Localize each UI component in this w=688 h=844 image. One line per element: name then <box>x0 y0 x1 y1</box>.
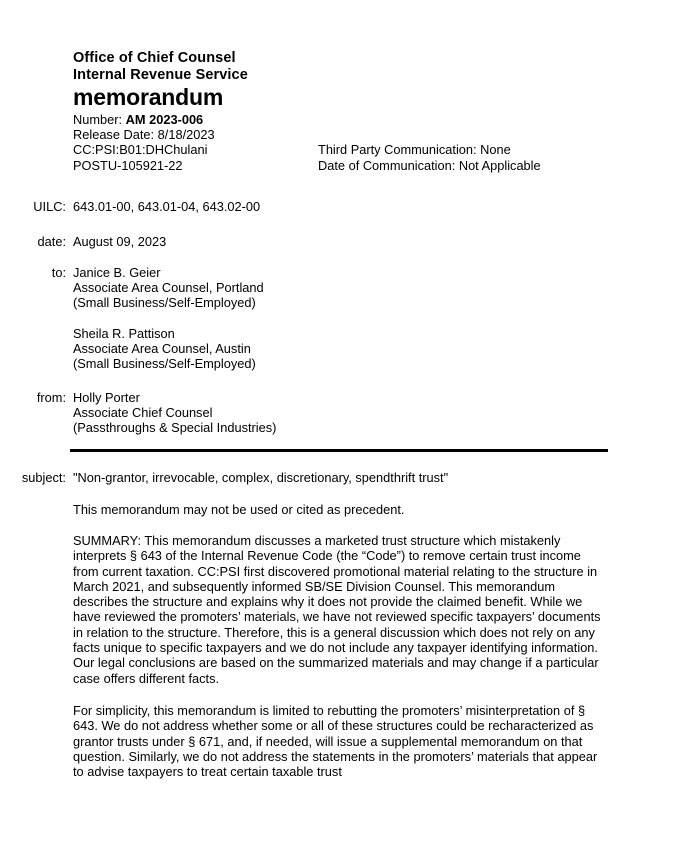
summary-paragraph: SUMMARY: This memorandum discusses a marketed trust structure which mistakenly interprets § 643 of the Internal Revenue Code (the “Code”) to remove certain trust income from current taxation. CC:PSI first discovered promotional material relating to the structure in March 2021, and subsequently informed SB/SE Division Counsel. This memorandum describes the structure and explains why it does not provide the claimed benefit. While we have reviewed the promoters’ materials, we have not reviewed specific taxpayers’ documents in relation to the structure. Therefore, this is a general discussion which does not rely on any facts unique to specific taxpayers and we do not include any taxpayer identifying information. Our legal conclusions are based on the summarized materials and may change if a particular case offers different facts. <box>73 533 601 686</box>
recipient-name: Sheila R. Pattison <box>73 325 175 341</box>
header-divider-rule <box>70 449 608 452</box>
postu-row <box>73 158 613 173</box>
from-label: from: <box>36 390 66 405</box>
number-label: Number: <box>73 112 123 127</box>
date-value: August 09, 2023 <box>73 234 167 249</box>
to-recipients <box>73 265 608 371</box>
number-value: AM 2023-006 <box>125 112 204 127</box>
uilc-value: 643.01-00, 643.01-04, 643.02-00 <box>73 199 261 214</box>
case-reference-value: CC:PSI:B01:DHChulani <box>73 142 208 158</box>
recipient-division: (Small Business/Self-Employed) <box>73 295 256 311</box>
release-date-row <box>73 127 613 142</box>
precedent-notice-paragraph: This memorandum may not be used or cited as precedent. <box>73 502 405 517</box>
case-reference-row <box>73 142 613 157</box>
recipient-name: Janice B. Geier <box>73 265 161 280</box>
release-date-value: 8/18/2023 <box>157 127 215 143</box>
from-sender <box>73 390 608 436</box>
recipient-spacer <box>73 311 608 326</box>
date-label: date: <box>37 234 66 249</box>
header-meta-block <box>73 112 613 173</box>
third-party-communication: Third Party Communication: None <box>318 142 511 158</box>
agency-name: Internal Revenue Service <box>73 66 248 83</box>
recipient-title: Associate Area Counsel, Portland <box>73 280 264 296</box>
number-row <box>73 112 613 127</box>
subject-value: "Non-grantor, irrevocable, complex, discretionary, spendthrift trust" <box>73 470 449 485</box>
to-label: to: <box>51 265 66 280</box>
sender-division: (Passthroughs & Special Industries) <box>73 420 277 436</box>
release-date-label: Release Date: <box>73 127 155 143</box>
document-type-title: memorandum <box>73 84 224 110</box>
sender-name: Holly Porter <box>73 390 140 405</box>
office-name: Office of Chief Counsel <box>73 50 236 66</box>
subject-label: subject: <box>21 470 66 485</box>
postu-value: POSTU-105921-22 <box>73 157 183 173</box>
recipient-title: Associate Area Counsel, Austin <box>73 341 251 356</box>
recipient-division: (Small Business/Self-Employed) <box>73 356 256 372</box>
uilc-label: UILC: <box>33 199 66 214</box>
date-of-communication: Date of Communication: Not Applicable <box>318 157 541 173</box>
sender-title: Associate Chief Counsel <box>73 405 213 421</box>
scope-paragraph: For simplicity, this memorandum is limited to rebutting the promoters’ misinterpretation of § 643. We do not address whether some or all of these structures could be recharacterized as grantor trusts under § 671, and, if needed, will issue a supplemental memorandum on that question. Similarly, we do not address the statements in the promoters’ materials that appear to advise taxpayers to treat certain taxable trust <box>73 703 598 780</box>
letterhead <box>73 50 613 173</box>
